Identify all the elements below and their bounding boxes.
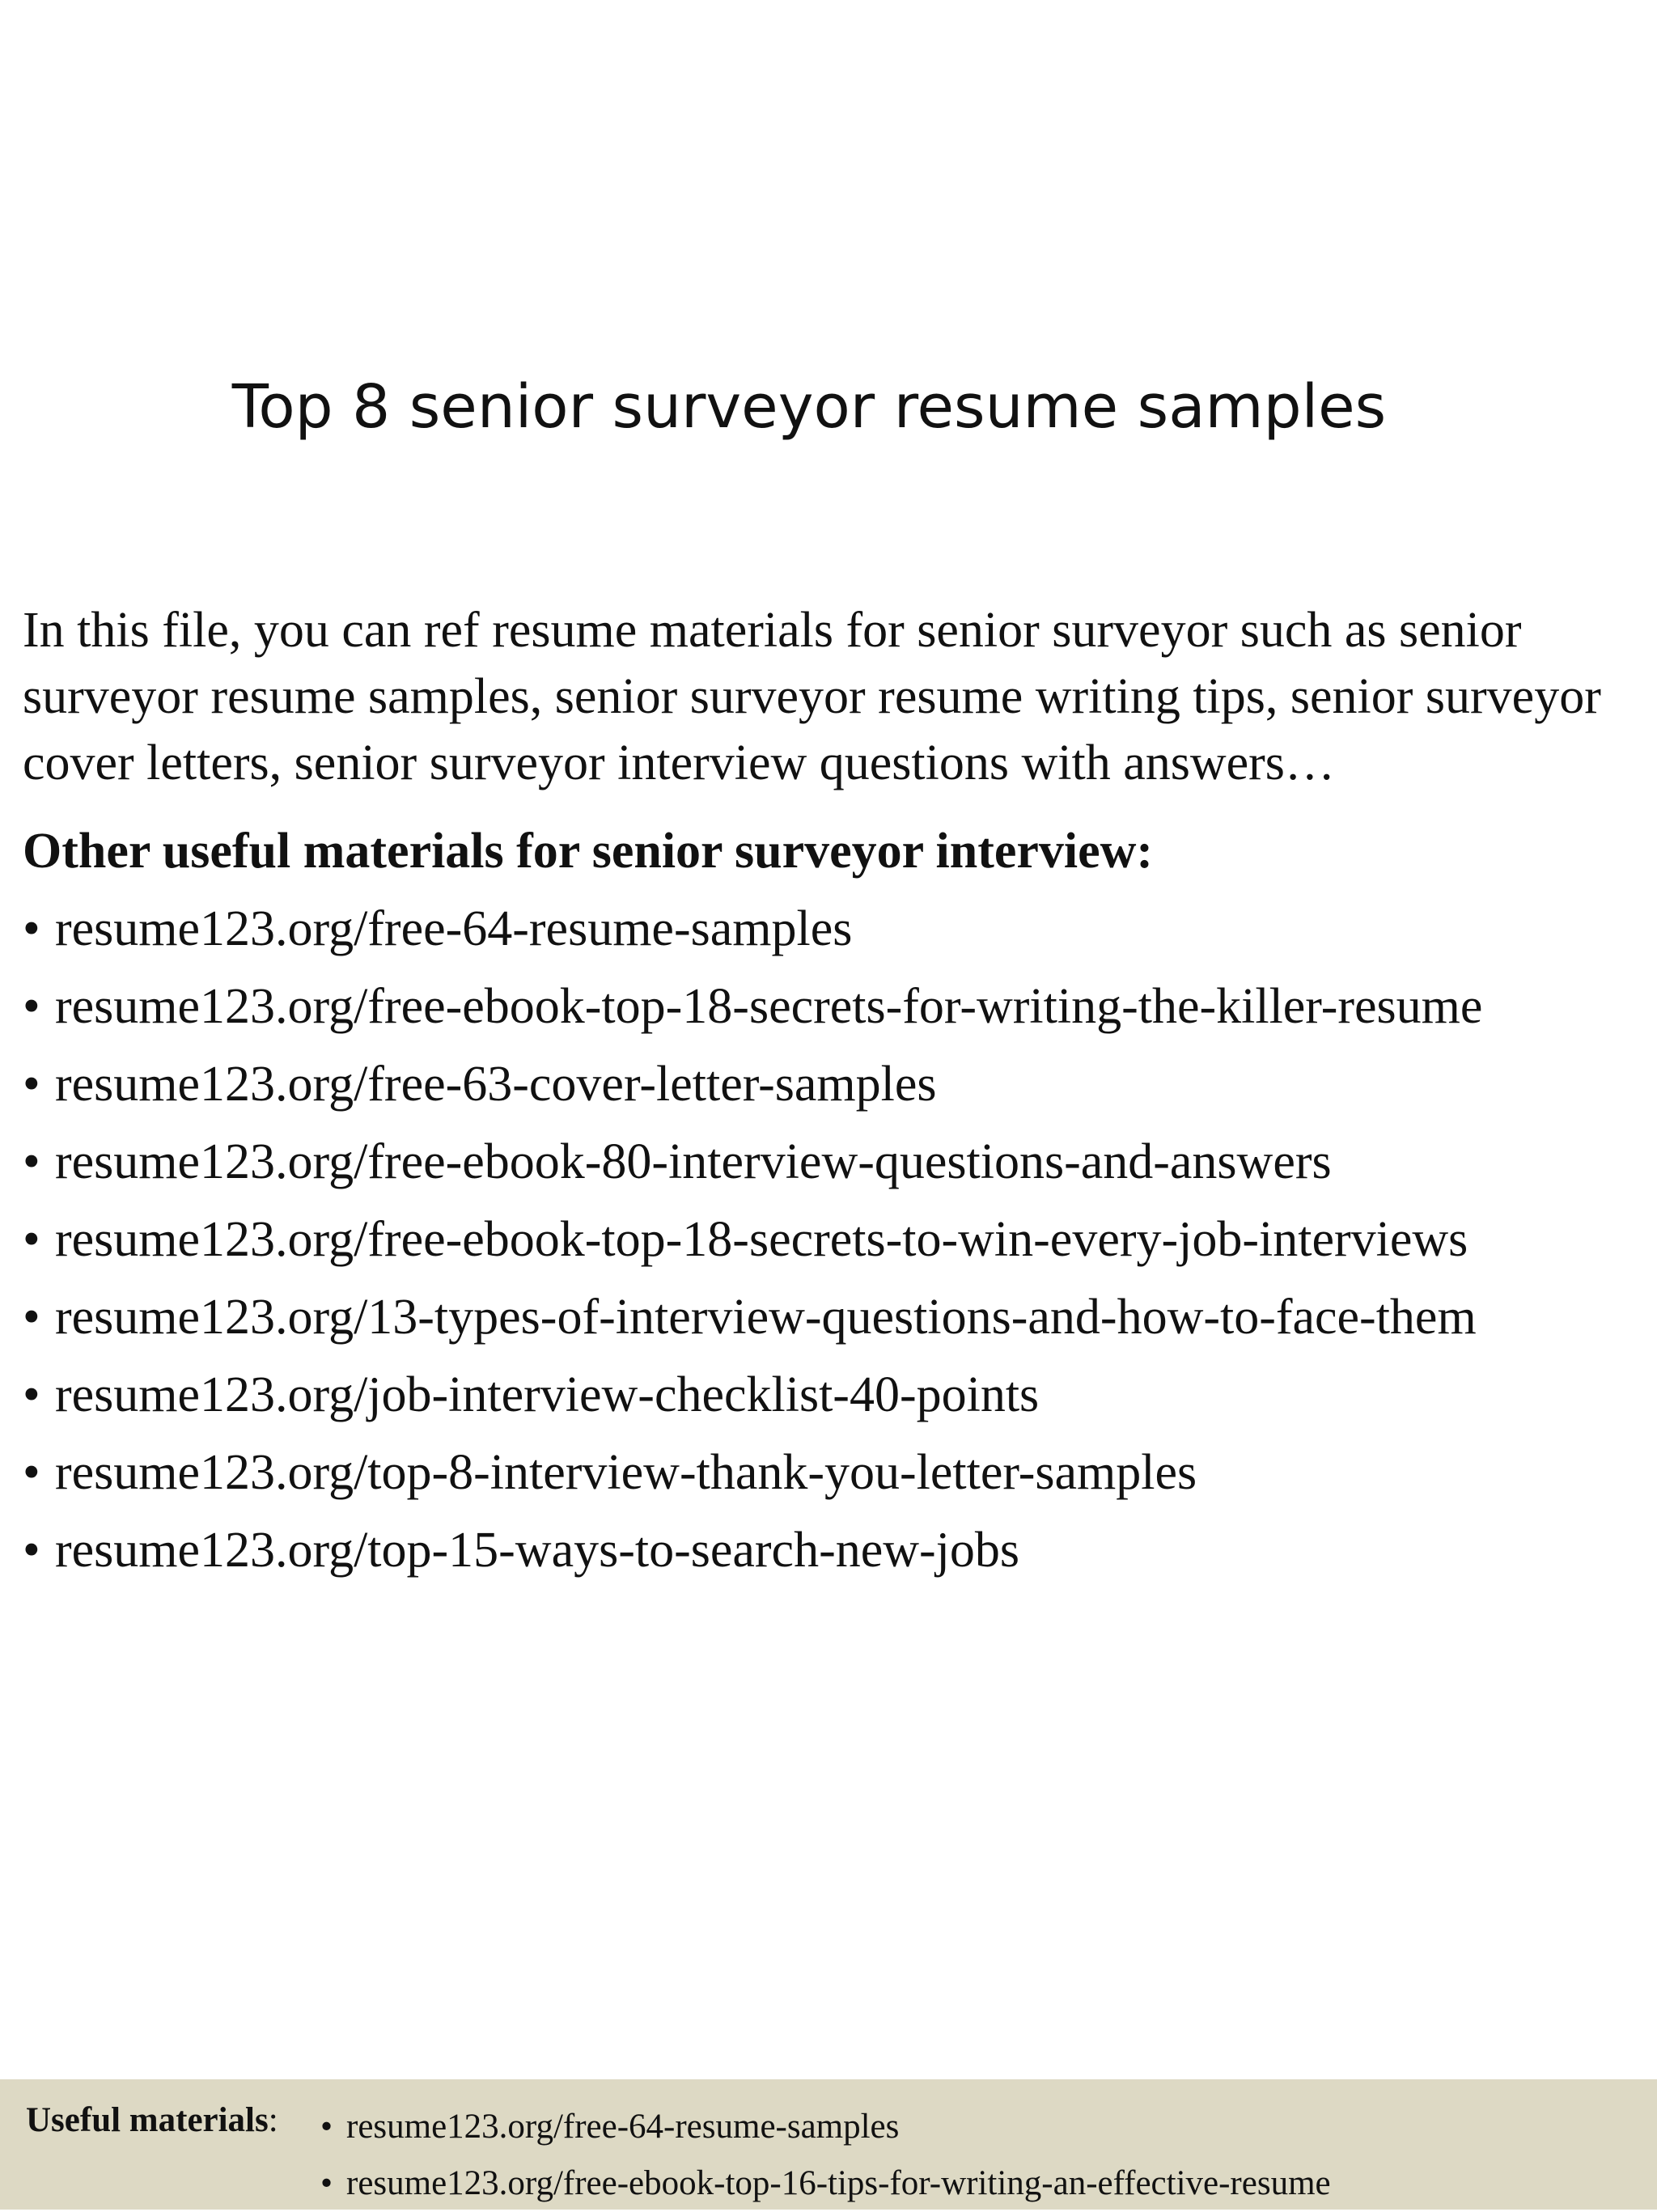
materials-link-list bbox=[23, 890, 1637, 1589]
materials-link-text[interactable]: resume123.org/top-8-interview-thank-you-letter-samples bbox=[55, 1445, 1197, 1500]
footer-link-text[interactable]: resume123.org/free-ebook-top-16-tips-for-writing-an-effective-resume bbox=[346, 2164, 1331, 2202]
footer-link-item[interactable] bbox=[320, 2155, 1331, 2212]
materials-link-item[interactable] bbox=[23, 1201, 1637, 1278]
footer-label-text: Useful materials bbox=[26, 2101, 269, 2139]
materials-link-text[interactable]: resume123.org/free-ebook-80-interview-questions-and-answers bbox=[55, 1134, 1332, 1189]
bullet-icon: • bbox=[23, 1523, 40, 1578]
bullet-icon: • bbox=[23, 1212, 40, 1267]
materials-link-text[interactable]: resume123.org/free-ebook-top-18-secrets-to-win-every-job-interviews bbox=[55, 1212, 1468, 1267]
materials-link-text[interactable]: resume123.org/free-63-cover-letter-samples bbox=[55, 1057, 937, 1112]
useful-materials-footer bbox=[0, 2079, 1657, 2210]
bullet-icon: • bbox=[23, 1134, 40, 1189]
intro-paragraph: In this file, you can ref resume materials for senior surveyor such as senior surveyor resume samples, senior surveyor resume writing tips, senior surveyor cover letters, senior surveyor interview questions with answers… bbox=[23, 603, 1601, 790]
materials-link-item[interactable] bbox=[23, 1278, 1637, 1356]
materials-link-item[interactable] bbox=[23, 1045, 1637, 1123]
footer-label bbox=[26, 2099, 278, 2142]
document-body bbox=[23, 597, 1637, 1589]
materials-link-text[interactable]: resume123.org/top-15-ways-to-search-new-jobs bbox=[55, 1523, 1020, 1578]
page-title: Top 8 senior surveyor resume samples bbox=[231, 372, 1387, 442]
bullet-icon: • bbox=[320, 2108, 333, 2146]
bullet-icon: • bbox=[23, 901, 40, 956]
materials-link-item[interactable] bbox=[23, 890, 1637, 968]
materials-link-text[interactable]: resume123.org/free-ebook-top-18-secrets-for-writing-the-killer-resume bbox=[55, 979, 1483, 1034]
footer-link-item[interactable] bbox=[320, 2099, 1331, 2155]
section-heading: Other useful materials for senior surveyor interview: bbox=[23, 824, 1154, 879]
materials-link-item[interactable] bbox=[23, 1511, 1637, 1589]
footer-link-list bbox=[320, 2099, 1331, 2212]
bullet-icon: • bbox=[320, 2164, 333, 2202]
footer-label-separator: : bbox=[268, 2101, 278, 2139]
footer-link-text[interactable]: resume123.org/free-64-resume-samples bbox=[346, 2108, 900, 2146]
bullet-icon: • bbox=[23, 1057, 40, 1112]
materials-link-text[interactable]: resume123.org/13-types-of-interview-questions-and-how-to-face-them bbox=[55, 1290, 1477, 1345]
materials-link-item[interactable] bbox=[23, 1356, 1637, 1434]
bullet-icon: • bbox=[23, 979, 40, 1034]
bullet-icon: • bbox=[23, 1445, 40, 1500]
materials-link-item[interactable] bbox=[23, 1434, 1637, 1511]
materials-link-text[interactable]: resume123.org/free-64-resume-samples bbox=[55, 901, 853, 956]
bullet-icon: • bbox=[23, 1367, 40, 1422]
bullet-icon: • bbox=[23, 1290, 40, 1345]
materials-link-text[interactable]: resume123.org/job-interview-checklist-40-points bbox=[55, 1367, 1040, 1422]
materials-link-item[interactable] bbox=[23, 1123, 1637, 1201]
materials-link-item[interactable] bbox=[23, 968, 1637, 1045]
